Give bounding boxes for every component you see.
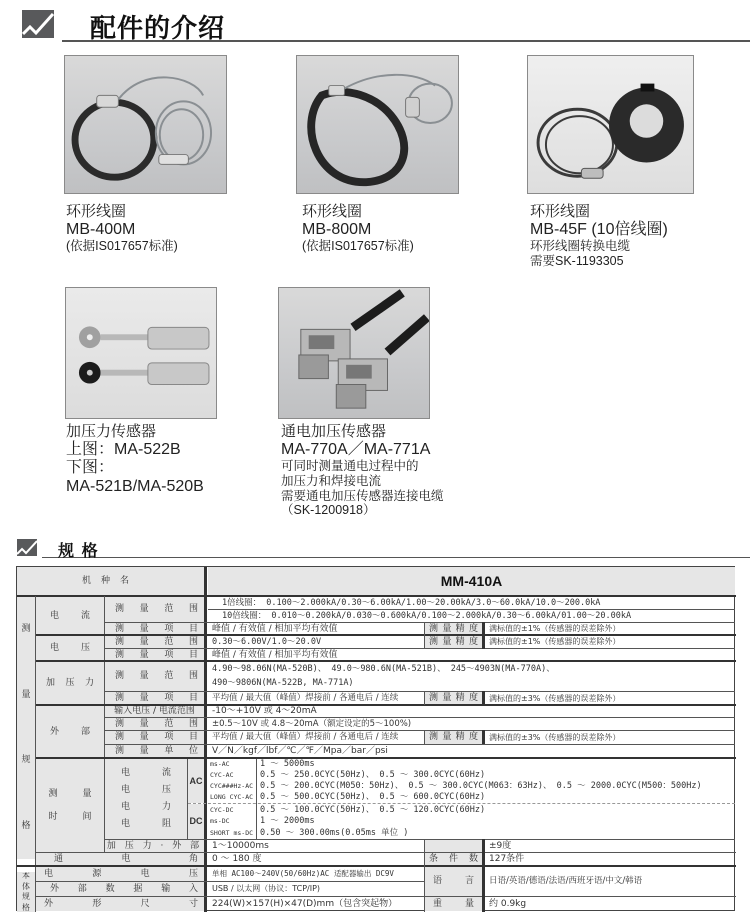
- product-model: MB-400M: [66, 220, 136, 238]
- product-name: 通电加压传感器: [281, 423, 387, 440]
- spec-table: [16, 566, 735, 911]
- external-items: 平均值 / 最大值（峰值）焊接前 / 各通电后 / 连续: [212, 732, 399, 743]
- table-divider: [36, 852, 736, 853]
- table-divider: [105, 691, 735, 692]
- table-divider: [36, 896, 736, 897]
- table-divider: [424, 622, 425, 649]
- current-accuracy-label: 测 量 精 度: [425, 623, 482, 635]
- table-divider: [36, 881, 425, 882]
- current-items: 峰值 / 有效值 / 相加平均有效值: [212, 623, 338, 634]
- product-note: 需要SK-1193305: [530, 253, 624, 268]
- table-divider: [424, 839, 425, 912]
- external-range-label: 测 量 范 围: [105, 718, 204, 730]
- voltage-range-label: 测 量 范 围: [105, 636, 204, 648]
- table-divider: [204, 567, 207, 912]
- product-caption-mb45f: [530, 203, 668, 269]
- product-caption-force-sensor: [66, 423, 204, 497]
- product-model: MA-770A／MA-771A: [281, 440, 431, 458]
- table-divider: [482, 691, 485, 705]
- current-range-1x: 1倍线圈： 0.100～2.000kA/0.30～6.00kA/1.00～20.00kA/3.0～60.0kA/10.0～200.0kA: [222, 597, 601, 608]
- voltage-accuracy: 满标值的±1%（传感器的误差除外）: [489, 637, 621, 646]
- product-caption-mb800m: [302, 203, 414, 254]
- checkbox-check-icon: [17, 539, 37, 556]
- force-range-label: 测 量 范 围: [105, 662, 204, 691]
- product-note: 加压力和焊接电流: [281, 473, 382, 488]
- table-divider: [35, 866, 36, 912]
- voltage-accuracy-label: 测 量 精 度: [425, 636, 482, 648]
- table-divider: [105, 839, 735, 840]
- table-divider: [482, 622, 485, 649]
- spec-title: 规 格: [58, 541, 99, 560]
- table-divider: [17, 865, 736, 867]
- accessories-title: 配件的介绍: [90, 14, 226, 44]
- table-divider: [256, 759, 257, 839]
- table-divider: [424, 730, 425, 744]
- product-note: 下图：: [66, 459, 115, 477]
- power-label: 电 源 电 压: [36, 867, 204, 881]
- language-value: 日语/英语/德语/法语/西班牙语/中文/韩语: [489, 876, 643, 887]
- table-divider: [36, 660, 736, 662]
- current-item-label: 测 量 项 目: [105, 623, 204, 635]
- dimensions-label: 外 形 尺 寸: [36, 897, 204, 911]
- measure-spec-group-label: 测 量 规 格: [17, 597, 35, 859]
- product-note: 需要通电加压传感器连接电缆: [281, 488, 444, 503]
- toroidal-coil-photo: [527, 55, 694, 194]
- ac-values: 1 ～ 5000ms 0.5 ～ 250.0CYC(50Hz)、 0.5 ～ 300.0CYC(60Hz) 0.5 ～ 200.0CYC(M050：50Hz)、 0.5 ～ 300.0CYC(M063：63Hz)、 0.5 ～ 2000.0CYC(M500：500Hz) 0.5 ～ 500.0CYC(50Hz)、 0.5 ～ 600.0CYC(60Hz): [260, 759, 702, 803]
- power-value: 单相 AC100～240V(50/60Hz)AC 适配器输出 DC9V: [212, 869, 394, 879]
- current-accuracy: 满标值的±1%（传感器的误差除外）: [489, 624, 621, 633]
- voltage-item-label: 测 量 项 目: [105, 649, 204, 661]
- voltage-label: 电 压: [36, 636, 104, 661]
- data-input-value: USB / 以太网（协议：TCP/IP): [212, 884, 321, 893]
- product-note: MA-521B/MA-520B: [66, 477, 204, 495]
- force-external-side-label: [425, 840, 482, 852]
- angle-label: 通 电 角: [36, 853, 204, 865]
- product-caption-energized-sensor: [281, 423, 444, 518]
- rogowski-coil-400-photo: [64, 55, 227, 194]
- dc-values: 0.5 ～ 100.0CYC(50Hz)、 0.5 ～ 120.0CYC(60Hz) 1 ～ 2000ms 0.50 ～ 300.00ms(0.05ms 单位 ): [260, 804, 486, 838]
- external-input: -10～+10V 或 4～20mA: [212, 706, 317, 716]
- force-items: 平均值 / 最大值（峰值）焊接前 / 各通电后 / 连续: [212, 693, 399, 704]
- product-name: 环形线圈: [530, 203, 591, 220]
- force-item-label: 测 量 项 目: [105, 692, 204, 705]
- table-divider: [482, 839, 485, 912]
- product-note: 可同时测量通电过程中的: [281, 459, 419, 474]
- body-spec-group-label: 本 体 规 格: [17, 872, 35, 912]
- product-note: (依据IS017657标准): [66, 239, 178, 254]
- section-divider: [42, 557, 750, 558]
- product-name: 环形线圈: [302, 203, 363, 220]
- current-range-label: 测 量 范 围: [105, 597, 204, 622]
- product-note: （SK-1200918）: [281, 503, 376, 518]
- force-external-time-label: 加 压 力 · 外 部: [106, 840, 203, 851]
- table-divider: [105, 648, 735, 649]
- external-units: V／N／kgf／lbf／℃／℉／Mpa／bar／psi: [212, 746, 388, 756]
- product-name: 环形线圈: [66, 203, 127, 220]
- voltage-range: 0.30～6.00V/1.0～20.0V: [212, 636, 322, 647]
- table-divider: [105, 717, 735, 718]
- product-model: MB-45F (10倍线圈): [530, 220, 668, 238]
- energized-force-sensor-photo: [278, 287, 430, 419]
- table-divider: [17, 595, 736, 597]
- dc-label: DC: [188, 804, 204, 839]
- table-divider: [36, 704, 736, 706]
- force-label: 加 压 力: [36, 662, 104, 705]
- force-sensor-photo: [65, 287, 217, 419]
- table-divider: [105, 622, 735, 623]
- current-range-10x: 10倍线圈： 0.010～0.200kA/0.030～0.600kA/0.100～2.000kA/0.30～6.00kA/01.00～20.00kA: [222, 610, 632, 621]
- force-external-side: ±9度: [489, 840, 512, 851]
- external-item-label: 测 量 项 目: [105, 731, 204, 744]
- time-quantities: 电 流 电 压 电 力 电 阻: [105, 759, 187, 839]
- language-label: 语 言: [425, 867, 482, 896]
- external-label: 外 部: [36, 706, 104, 758]
- external-unit-label: 测 量 单 位: [105, 745, 204, 758]
- ac-label: AC: [188, 759, 204, 803]
- table-divider: [36, 757, 736, 759]
- voltage-items: 峰值 / 有效值 / 相加平均有效值: [212, 649, 338, 660]
- table-divider: [482, 730, 485, 744]
- dc-modes: CYC-DC ms-DC SHORT ms-DC: [210, 805, 254, 837]
- ac-modes: ms-AC CYC-AC CYC###Hz-AC LONG CYC-AC: [210, 760, 254, 802]
- dimensions-value: 224(W)×157(H)×47(D)mm（包含突起物）: [212, 898, 398, 909]
- rogowski-coil-800-photo: [296, 55, 459, 194]
- table-divider: [424, 691, 425, 705]
- force-range-line1: 4.90～98.06N(MA-520B)、 49.0～980.6N(MA-521B)、 245～4903N(MA-770A)、: [212, 664, 555, 675]
- model-label: 机 种 名: [17, 567, 204, 595]
- table-divider: [105, 744, 735, 745]
- external-range: ±0.5～10V 或 4.8～20mA（额定设定的5～100%): [212, 718, 412, 729]
- product-model: 上图：MA-522B: [66, 440, 181, 458]
- product-caption-mb400m: [66, 203, 178, 254]
- table-divider: [208, 609, 735, 610]
- weight-value: 约 0.9kg: [489, 898, 527, 909]
- weight-label: 重 量: [425, 897, 482, 911]
- conditions-value: 127条件: [489, 853, 525, 864]
- table-divider: [105, 730, 735, 731]
- table-divider: [187, 759, 188, 839]
- product-model: MB-800M: [302, 220, 372, 238]
- data-input-label: 外 部 数 据 输 入: [36, 882, 204, 896]
- product-name: 加压力传感器: [66, 423, 157, 440]
- external-input-label: 输入电压 / 电流范围: [105, 706, 204, 717]
- external-accuracy-label: 测 量 精 度: [425, 731, 482, 744]
- force-external-time: 1～10000ms: [212, 840, 269, 851]
- force-range-line2: 490～9806N(MA-522B, MA-771A): [212, 678, 354, 689]
- angle-value: 0 ～ 180 度: [212, 853, 262, 864]
- external-accuracy: 满标值的±3%（传感器的误差除外）: [489, 732, 621, 742]
- force-accuracy-label: 测 量 精 度: [425, 692, 482, 705]
- table-divider: [188, 803, 735, 804]
- table-divider: [35, 596, 36, 866]
- product-note: (依据IS017657标准): [302, 239, 414, 254]
- time-label: 测 量 时 间: [36, 759, 104, 852]
- checkbox-check-icon: [22, 10, 54, 38]
- conditions-label: 条 件 数: [425, 853, 482, 865]
- product-note: 环形线圈转换电缆: [530, 239, 631, 254]
- current-label: 电 流: [36, 597, 104, 635]
- model-value: MM-410A: [208, 567, 735, 595]
- force-accuracy: 满标值的±3%（传感器的误差除外）: [489, 693, 621, 703]
- table-divider: [36, 634, 736, 636]
